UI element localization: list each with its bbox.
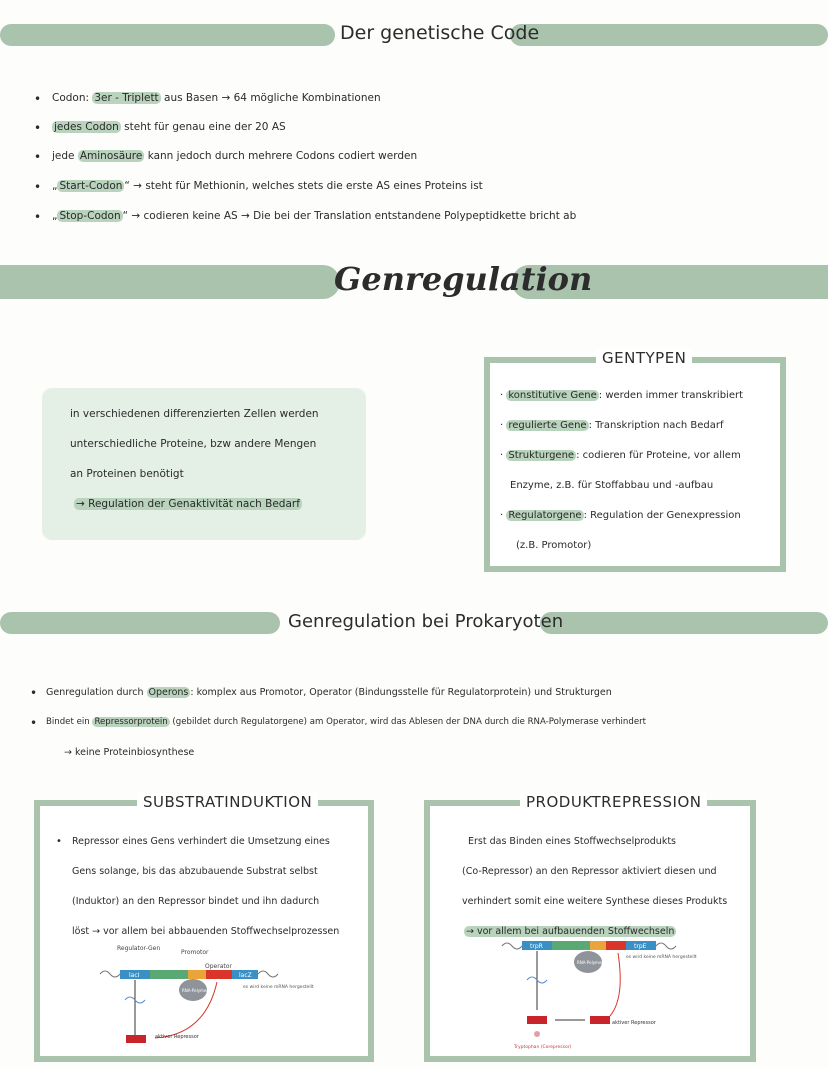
- promotor-block: [552, 941, 590, 950]
- gentyp-item: · Strukturgene : codieren für Proteine, vor allem: [500, 450, 741, 461]
- diagram-label: trpE: [634, 943, 647, 950]
- item-text: “ → codieren keine AS → Die bei der Translation entstandene Polypeptidkette bricht ab: [122, 210, 577, 222]
- diagram-label: Regulator-Gen: [117, 945, 161, 952]
- diagram-label: RNA-Polymerase: [182, 988, 216, 993]
- section-title-prokaryoten: Genregulation bei Prokaryoten: [288, 611, 564, 632]
- gentyp-highlight: Strukturgene: [508, 450, 575, 461]
- diagram-note: es wird keine mRNA hergestellt: [626, 955, 697, 960]
- section-bar-left: [0, 265, 340, 299]
- card-line: unterschiedliche Proteine, bzw andere Mengen: [70, 438, 317, 450]
- diagram-label: lacZ: [239, 972, 252, 979]
- repressor-bound: [606, 941, 626, 950]
- bullet: •: [34, 121, 42, 135]
- box-line: löst → vor allem bei abbauenden Stoffwechselprozessen: [72, 926, 340, 937]
- repressor-icon: [126, 1035, 146, 1043]
- subnote: → keine Proteinbiosynthese: [64, 747, 195, 758]
- diagram-label: Promotor: [181, 949, 209, 956]
- item-text: steht für genau eine der 20 AS: [120, 121, 286, 133]
- list-item: [52, 150, 417, 162]
- dna-strand-icon: [502, 943, 522, 949]
- section-bar-left: [0, 612, 280, 634]
- produktrepression-title: PRODUKTREPRESSION: [520, 793, 707, 811]
- item-text: “ → steht für Methionin, welches stets die erste AS eines Proteins ist: [124, 180, 483, 192]
- gentyp-item: [510, 480, 713, 491]
- card-line: in verschiedenen differenzierten Zellen werden: [70, 408, 319, 420]
- box-line: Erst das Binden eines Stoffwechselprodukts: [468, 836, 677, 847]
- gentyp-text: : codieren für Proteine, vor allem: [576, 450, 741, 461]
- active-repressor-icon: [590, 1016, 610, 1024]
- gentyp-text: : Transkription nach Bedarf: [588, 420, 724, 431]
- section-bar-right: [540, 612, 828, 634]
- gentyp-item: · Regulatorgene : Regulation der Genexpression: [500, 510, 741, 521]
- list-item: [52, 180, 483, 192]
- dna-strand-icon: [258, 971, 278, 977]
- box-line: (Induktor) an den Repressor bindet und ihn dadurch: [72, 896, 320, 907]
- item-text: Bindet ein: [46, 717, 93, 727]
- box-highlight: → vor allem bei aufbauenden Stoffwechseln: [466, 926, 675, 937]
- diagram-label: Operator: [205, 963, 232, 970]
- info-card: [42, 388, 366, 540]
- dna-strand-icon: [656, 943, 676, 949]
- gentyp-text: : Regulation der Genexpression: [583, 510, 741, 521]
- item-highlight: 3er - Triplett: [94, 92, 159, 104]
- box-line: (Co-Repressor) an den Repressor aktiviert diesen und: [462, 866, 717, 877]
- box-line: [464, 926, 676, 937]
- item-text: Genregulation durch: [46, 687, 147, 698]
- item-text: Codon:: [52, 92, 93, 104]
- bullet: •: [30, 686, 38, 700]
- gentyp-text: : werden immer transkribiert: [598, 390, 743, 401]
- item-text: „: [52, 180, 58, 192]
- gentyp-item: [516, 540, 591, 551]
- card-line: [74, 498, 302, 510]
- item-text: „: [52, 210, 58, 222]
- item-text: aus Basen → 64 mögliche Kombinationen: [160, 92, 381, 104]
- item-highlight: Aminosäure: [79, 150, 143, 162]
- gentyp-highlight: konstitutive Gene: [508, 390, 597, 401]
- diagram-label: RNA-Polymerase: [577, 960, 611, 965]
- card-highlight: → Regulation der Genaktivität nach Bedarf: [76, 498, 300, 510]
- item-highlight: Operons: [148, 687, 189, 698]
- repressor-icon: [527, 1016, 547, 1024]
- substrat-diagram: [95, 940, 314, 1052]
- dna-strand-icon: [100, 971, 120, 977]
- promotor-block: [150, 970, 188, 979]
- list-item: [52, 210, 576, 222]
- box-line: verhindert somit eine weitere Synthese dieses Produkts: [462, 896, 728, 907]
- bullet: •: [34, 210, 42, 224]
- gentyp-text: (z.B. Promotor): [516, 540, 592, 551]
- bullet: •: [34, 150, 42, 164]
- substratinduktion-title: SUBSTRATINDUKTION: [137, 793, 318, 811]
- section-bar-left: [0, 24, 335, 46]
- item-highlight: Stop-Codon: [59, 210, 121, 222]
- gentyp-highlight: regulierte Gene: [508, 420, 587, 431]
- bullet: •: [30, 716, 38, 730]
- binding-arrow: [610, 953, 620, 1016]
- item-highlight: Start-Codon: [59, 180, 123, 192]
- list-item: [46, 717, 646, 727]
- bullet: •: [34, 180, 42, 194]
- item-text: jede: [52, 150, 78, 162]
- gentyp-text: Enzyme, z.B. für Stoffabbau und -aufbau: [510, 480, 714, 491]
- bullet: •: [56, 836, 62, 847]
- item-highlight: Repressorprotein: [94, 717, 168, 727]
- gentyp-highlight: Regulatorgene: [508, 510, 582, 521]
- section-title-genetischer-code: Der genetische Code: [340, 22, 540, 44]
- item-text: : komplex aus Promotor, Operator (Bindungsstelle für Regulatorprotein) und Strukturgen: [190, 687, 612, 698]
- list-item: [46, 687, 612, 698]
- bullet: •: [34, 92, 42, 106]
- diagram-note: es wird keine mRNA hergestellt: [243, 985, 314, 990]
- gentyp-item: · konstitutive Gene : werden immer transkribiert: [500, 390, 743, 401]
- produkt-diagram: [500, 938, 700, 1056]
- item-text: (gebildet durch Regulatorgene) am Operator, wird das Ablesen der DNA durch die RNA-Polymerase verhindert: [169, 717, 647, 727]
- diagram-label: trpR: [530, 943, 543, 950]
- item-highlight: jedes Codon: [54, 121, 119, 133]
- diagram-label: aktiver Repressor: [612, 1020, 656, 1026]
- gentypen-title: GENTYPEN: [596, 349, 692, 367]
- item-text: kann jedoch durch mehrere Codons codiert werden: [144, 150, 418, 162]
- list-item: [52, 92, 381, 104]
- card-line: an Proteinen benötigt: [70, 468, 184, 480]
- list-item: [52, 121, 286, 133]
- diagram-label: lacI: [129, 972, 140, 979]
- tryptophan-icon: [534, 1031, 540, 1037]
- section-bar-right: [510, 24, 828, 46]
- diagram-label: aktiver Repressor: [155, 1034, 199, 1040]
- section-title-genregulation: Genregulation: [334, 260, 593, 298]
- box-line: Gens solange, bis das abzubauende Substrat selbst: [72, 866, 318, 877]
- diagram-label: Tryptophan (Corepressor): [514, 1045, 572, 1050]
- box-line: Repressor eines Gens verhindert die Umsetzung eines: [72, 836, 330, 847]
- repressor-bound: [206, 970, 232, 979]
- gentyp-item: · regulierte Gene : Transkription nach Bedarf: [500, 420, 724, 431]
